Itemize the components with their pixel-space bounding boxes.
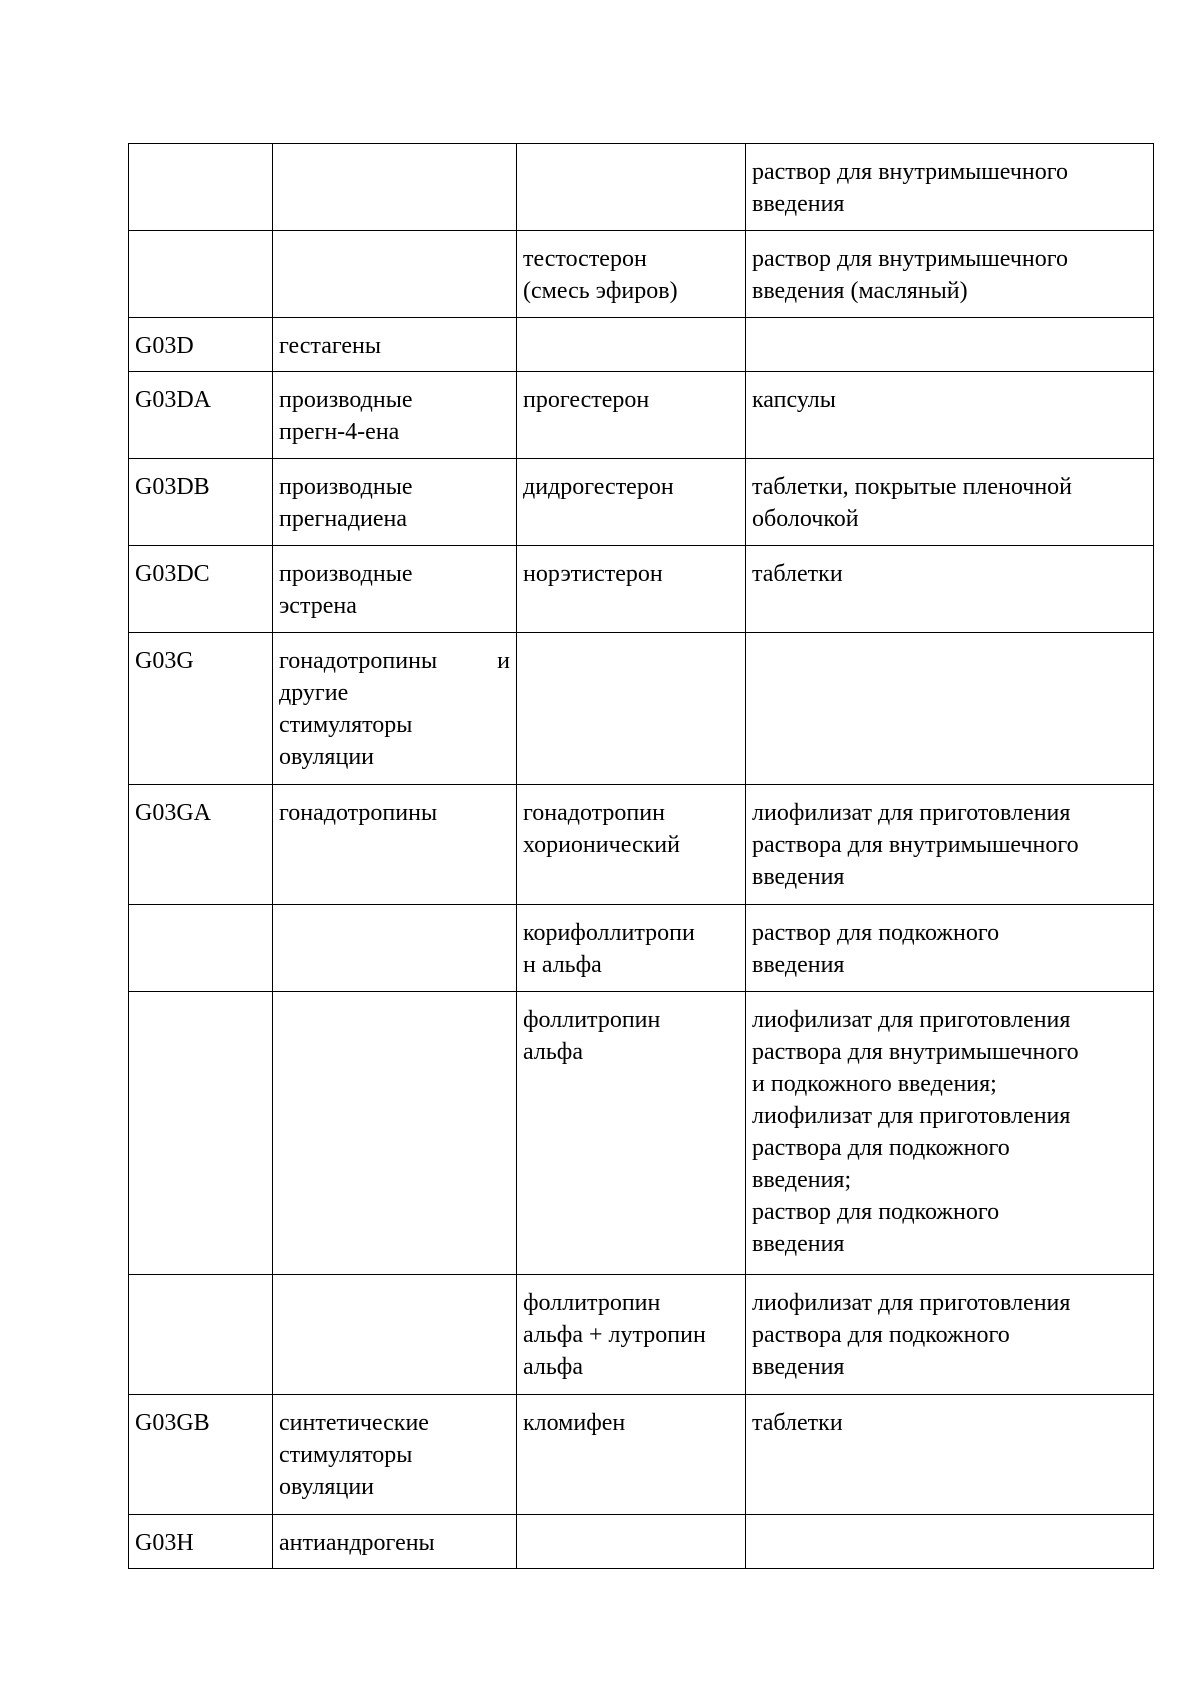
substance-cell: дидрогестерон [517, 459, 746, 546]
group-name-cell [273, 144, 517, 231]
group-name-cell [273, 992, 517, 1275]
substance-cell [517, 633, 746, 785]
group-name-cell [273, 633, 517, 785]
atc-code-cell [129, 1275, 273, 1395]
table-row [129, 144, 1154, 231]
dosage-form-cell: капсулы [746, 372, 1154, 459]
substance-cell [517, 1515, 746, 1569]
dosage-form-cell [746, 1515, 1154, 1569]
table-row [129, 372, 1154, 459]
table-row [129, 1275, 1154, 1395]
group-name-cell: производные прегн-4-ена [273, 372, 517, 459]
substance-cell: норэтистерон [517, 546, 746, 633]
dosage-form-cell: раствор для подкожного введения [746, 905, 1154, 992]
substance-cell: прогестерон [517, 372, 746, 459]
atc-code-cell: G03D [129, 318, 273, 372]
atc-code-cell: G03H [129, 1515, 273, 1569]
substance-cell [517, 318, 746, 372]
group-name-cell [273, 905, 517, 992]
group-name-cell: производные прегнадиена [273, 459, 517, 546]
dosage-form-cell: таблетки [746, 1395, 1154, 1515]
substance-cell: фоллитропин альфа [517, 992, 746, 1275]
justified-word: гонадотропины [279, 648, 438, 674]
atc-code-cell [129, 144, 273, 231]
group-name-cell: производные эстрена [273, 546, 517, 633]
table-row [129, 785, 1154, 905]
dosage-form-cell: раствор для внутримышечного введения [746, 144, 1154, 231]
group-name-text: другие стимуляторы овуляции [279, 680, 413, 770]
justified-word: и [497, 648, 510, 674]
dosage-form-cell [746, 633, 1154, 785]
table-row [129, 1395, 1154, 1515]
group-name-cell [273, 231, 517, 318]
atc-code-cell [129, 905, 273, 992]
table-body [129, 144, 1154, 1569]
dosage-form-cell [746, 318, 1154, 372]
atc-code-cell: G03GA [129, 785, 273, 905]
atc-code-cell: G03GB [129, 1395, 273, 1515]
substance-cell: тестостерон (смесь эфиров) [517, 231, 746, 318]
atc-code-cell: G03DB [129, 459, 273, 546]
substance-cell: кломифен [517, 1395, 746, 1515]
dosage-form-cell: лиофилизат для приготовления раствора для внутримышечного и подкожного введения; лиофилизат для приготовления раствора для подкожного введения; раствор для подкожного введения [746, 992, 1154, 1275]
group-name-cell: гонадотропины [273, 785, 517, 905]
justified-line [279, 645, 510, 677]
dosage-form-cell: таблетки, покрытые пленочной оболочкой [746, 459, 1154, 546]
group-name-cell [273, 1275, 517, 1395]
group-name-cell: гестагены [273, 318, 517, 372]
table-row [129, 459, 1154, 546]
table-row [129, 992, 1154, 1275]
group-name-cell: антиандрогены [273, 1515, 517, 1569]
dosage-form-cell: таблетки [746, 546, 1154, 633]
group-name-cell: синтетические стимуляторы овуляции [273, 1395, 517, 1515]
table-row [129, 633, 1154, 785]
table-row [129, 318, 1154, 372]
substance-cell: корифоллитропи н альфа [517, 905, 746, 992]
table-row [129, 1515, 1154, 1569]
atc-code-cell: G03DA [129, 372, 273, 459]
table-row [129, 546, 1154, 633]
table-row [129, 231, 1154, 318]
atc-code-cell: G03DC [129, 546, 273, 633]
dosage-form-cell: раствор для внутримышечного введения (масляный) [746, 231, 1154, 318]
dosage-form-cell: лиофилизат для приготовления раствора для внутримышечного введения [746, 785, 1154, 905]
dosage-form-cell: лиофилизат для приготовления раствора для подкожного введения [746, 1275, 1154, 1395]
atc-code-cell [129, 992, 273, 1275]
substance-cell: фоллитропин альфа + лутропин альфа [517, 1275, 746, 1395]
atc-code-cell [129, 231, 273, 318]
drug-classification-table [128, 143, 1154, 1569]
substance-cell [517, 144, 746, 231]
table-row [129, 905, 1154, 992]
atc-code-cell: G03G [129, 633, 273, 785]
substance-cell: гонадотропин хорионический [517, 785, 746, 905]
